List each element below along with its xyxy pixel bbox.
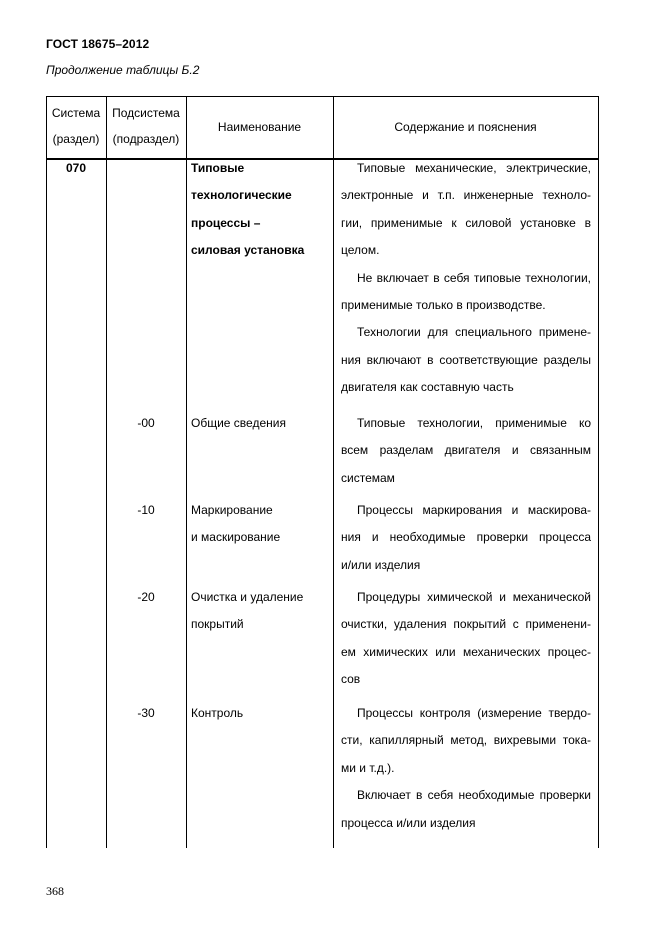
name-line: технологические: [191, 188, 292, 203]
classification-table: [46, 96, 599, 848]
table-border-right: [598, 96, 599, 848]
header-subsystem: [106, 100, 186, 152]
desc-line: процесса и/или изделия: [341, 815, 476, 830]
desc-line: Типовые механические, электрические,: [357, 161, 591, 175]
desc-line: двигателя как составную часть: [341, 380, 514, 395]
header-subsystem-line1: Подсистема: [112, 106, 180, 120]
row-name: [191, 497, 280, 552]
row-name: [191, 155, 304, 265]
desc-line: Типовые технологии, применимые ко: [357, 416, 591, 430]
page-number: 368: [46, 884, 64, 898]
name-line: покрытий: [191, 617, 244, 632]
desc-line: Технологии для специального примене-: [357, 325, 591, 340]
desc-line: всем разделам двигателя и связанным: [341, 443, 591, 458]
desc-line: сти, капиллярный метод, вихревыми тока-: [341, 733, 591, 748]
desc-line: Не включает в себя типовые технологии,: [357, 270, 591, 285]
desc-line: применимые только в производстве.: [341, 298, 546, 313]
desc-line: Процедуры химической и механической: [357, 590, 591, 604]
name-line: Типовые: [191, 161, 245, 175]
name-line: Маркирование: [191, 503, 273, 517]
desc-line: электронные и т.п. инженерные техноло-: [341, 188, 591, 203]
header-name: Наименование: [217, 120, 302, 134]
desc-line: ния и необходимые проверки процесса: [341, 530, 591, 545]
row-name: [191, 700, 243, 727]
desc-line: ми и т.д.).: [341, 760, 395, 775]
table-border-top: [46, 96, 599, 97]
row-description: [341, 155, 591, 402]
desc-line: ния включают в соответствующие разделы: [341, 352, 591, 367]
table-divider-1: [106, 96, 107, 848]
header-system-line2: (раздел): [52, 132, 100, 146]
header-content: Содержание и пояснения: [394, 120, 537, 134]
row-system-code: 070: [65, 161, 87, 175]
row-description: [341, 584, 591, 694]
name-line: Очистка и удаление: [191, 590, 304, 604]
name-line: и маскирование: [191, 530, 281, 545]
row-subsystem-code: -00: [137, 416, 155, 430]
desc-line: сов: [341, 672, 361, 687]
desc-line: Процессы маркирования и маскирова-: [357, 503, 591, 517]
desc-line: Процессы контроля (измерение твердо-: [357, 706, 591, 720]
document-code: ГОСТ 18675–2012: [46, 37, 150, 51]
table-divider-3: [333, 96, 334, 848]
table-continuation-caption: Продолжение таблицы Б.2: [46, 63, 200, 77]
header-system: [46, 100, 106, 152]
desc-line: целом.: [341, 243, 380, 258]
row-description: [341, 497, 591, 579]
table-divider-2: [186, 96, 187, 848]
name-line: Общие сведения: [191, 416, 286, 430]
row-description: [341, 700, 591, 837]
desc-line: гии, применимые к силовой установке в: [341, 215, 591, 230]
row-name: [191, 584, 303, 639]
desc-line: и/или изделия: [341, 557, 421, 572]
row-subsystem-code: -10: [137, 503, 155, 517]
row-name: [191, 410, 286, 437]
row-subsystem-code: -20: [137, 590, 155, 604]
desc-line: Включает в себя необходимые проверки: [357, 788, 591, 803]
name-line: Контроль: [191, 706, 244, 720]
desc-line: ем химических или механических процес-: [341, 644, 591, 659]
header-subsystem-line2: (подраздел): [112, 132, 180, 146]
desc-line: очистки, удаления покрытий с применени-: [341, 617, 591, 632]
table-border-left: [46, 96, 47, 848]
row-description: [341, 410, 591, 492]
header-system-line1: Система: [51, 106, 101, 120]
name-line: процессы –: [191, 215, 261, 230]
desc-line: системам: [341, 470, 395, 485]
name-line: силовая установка: [191, 243, 305, 258]
row-subsystem-code: -30: [137, 706, 155, 720]
